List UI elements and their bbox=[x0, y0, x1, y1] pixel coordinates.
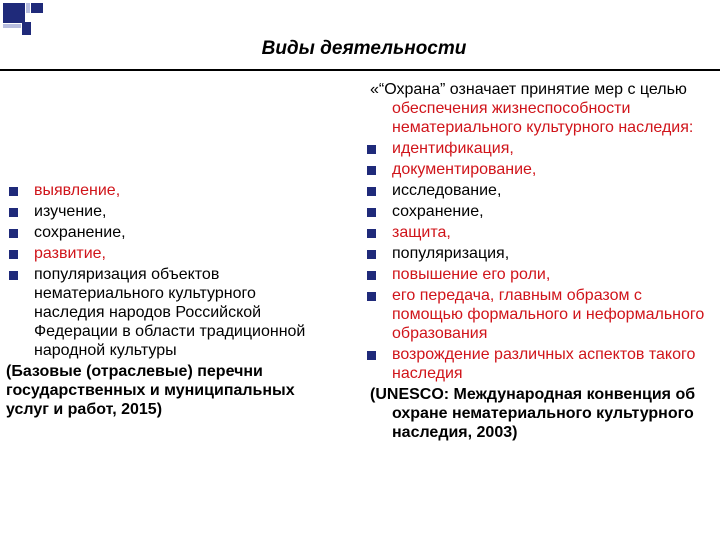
item-text: защита, bbox=[392, 224, 451, 241]
bullet-icon bbox=[9, 250, 18, 259]
right-list-item bbox=[364, 181, 716, 200]
bullet-icon bbox=[367, 351, 376, 360]
bullet-icon bbox=[367, 229, 376, 238]
right-list-item bbox=[364, 345, 716, 383]
item-text: выявление, bbox=[34, 182, 121, 199]
item-text: его передача, главным образом с помощью формального и неформального образования bbox=[392, 287, 705, 342]
bullet-icon bbox=[367, 145, 376, 154]
right-list-item bbox=[364, 202, 716, 221]
item-text: идентификация, bbox=[392, 140, 514, 157]
right-list-item bbox=[364, 223, 716, 242]
corner-square-small bbox=[31, 3, 43, 13]
bullet-icon bbox=[9, 271, 18, 280]
title-divider bbox=[0, 69, 720, 71]
item-text: исследование, bbox=[392, 182, 502, 199]
bullet-icon bbox=[367, 271, 376, 280]
item-text: популяризация, bbox=[392, 245, 510, 262]
intro-highlight: обеспечения жизнеспособности нематериального культурного наследия: bbox=[392, 100, 694, 136]
item-text: изучение, bbox=[34, 203, 107, 220]
item-text: возрождение различных аспектов такого наследия bbox=[392, 346, 696, 382]
right-source bbox=[364, 385, 716, 442]
item-text: сохранение, bbox=[392, 203, 484, 220]
left-source bbox=[6, 362, 336, 419]
corner-square-bottom bbox=[22, 22, 31, 35]
bullet-icon bbox=[367, 187, 376, 196]
right-list-item bbox=[364, 265, 716, 284]
source-text: (Базовые (отраслевые) перечни государственных и муниципальных услуг и работ, 2015) bbox=[6, 363, 295, 418]
right-list-item bbox=[364, 160, 716, 179]
item-text: сохранение, bbox=[34, 224, 126, 241]
slide-title: Виды деятельности bbox=[261, 38, 467, 59]
bullet-icon bbox=[9, 208, 18, 217]
bullet-icon bbox=[367, 166, 376, 175]
bullet-icon bbox=[367, 292, 376, 301]
right-intro bbox=[364, 80, 716, 137]
left-list-item bbox=[6, 265, 336, 360]
left-column bbox=[6, 181, 336, 419]
left-list-item bbox=[6, 244, 336, 263]
item-text: развитие, bbox=[34, 245, 106, 262]
left-list-item bbox=[6, 202, 336, 221]
bullet-icon bbox=[367, 250, 376, 259]
right-list-item bbox=[364, 286, 716, 343]
item-text: документирование, bbox=[392, 161, 537, 178]
corner-square-light-2 bbox=[3, 24, 21, 28]
item-text: повышение его роли, bbox=[392, 266, 551, 283]
bullet-icon bbox=[9, 229, 18, 238]
right-column bbox=[364, 80, 716, 442]
right-list-item bbox=[364, 244, 716, 263]
left-list-item bbox=[6, 223, 336, 242]
bullet-icon bbox=[367, 208, 376, 217]
right-list-item bbox=[364, 139, 716, 158]
intro-text: «“Охрана” означает принятие мер с целью bbox=[370, 81, 687, 98]
bullet-icon bbox=[9, 187, 18, 196]
left-list-item bbox=[6, 181, 336, 200]
corner-square-light bbox=[26, 3, 30, 13]
source-text: (UNESCO: Международная конвенция об охране нематериального культурного наследия, 2003) bbox=[370, 386, 696, 441]
item-text: популяризация объектов нематериального культурного наследия народов Российской Федерации в области традиционной народной культуры bbox=[34, 266, 306, 359]
corner-square-large bbox=[3, 3, 25, 23]
